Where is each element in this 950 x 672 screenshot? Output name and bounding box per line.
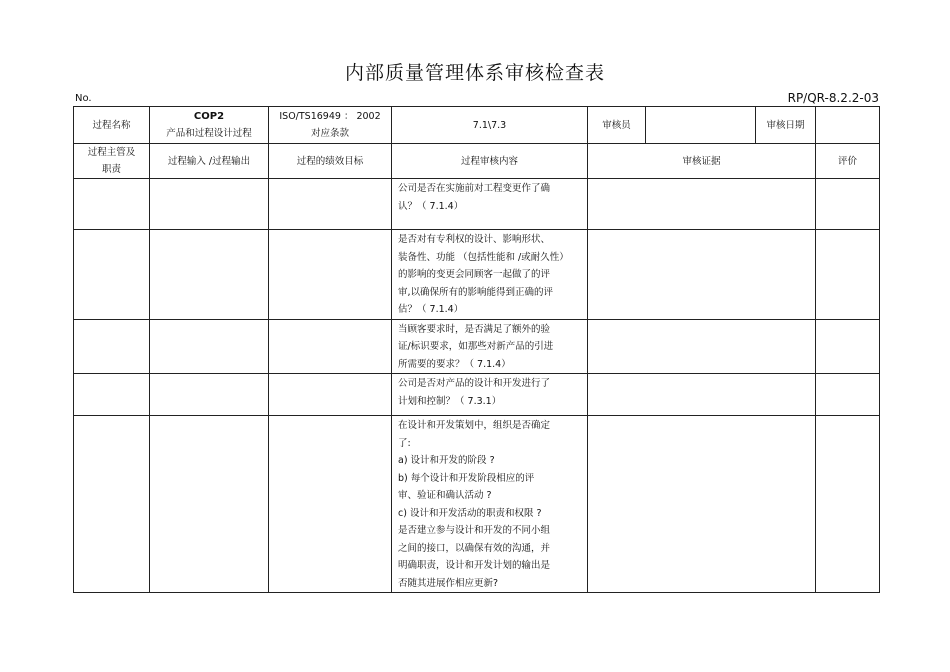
content-line: 审、验证和确认活动 ? <box>398 490 492 501</box>
rating-cell[interactable] <box>816 230 880 320</box>
content-line: 估？（ 7.1.4） <box>398 304 464 315</box>
evidence-cell[interactable] <box>588 179 816 230</box>
content-line: 公司是否对产品的设计和开发进行了 <box>398 378 551 389</box>
content-line: 审,以确保所有的影响能得到正确的评 <box>398 286 554 298</box>
document-number-label: No. <box>75 93 92 104</box>
content-line: 是否建立参与设计和开发的不同小组 <box>398 525 551 536</box>
content-line: 当顾客要求时，是否满足了额外的验 <box>398 323 551 335</box>
process-name: 产品和过程设计过程 <box>166 128 252 139</box>
owner-cell[interactable] <box>74 179 150 230</box>
table-row <box>74 319 880 374</box>
header-evidence: 审核证据 <box>588 144 816 179</box>
content-cell <box>392 179 588 230</box>
content-line: 证/标识要求，如那些对新产品的引进 <box>398 341 554 352</box>
content-line: 公司是否在实施前对工程变更作了确 <box>398 183 551 194</box>
io-cell[interactable] <box>150 416 269 593</box>
content-line: 明确职责，设计和开发计划的输出是 <box>398 560 551 571</box>
evidence-cell[interactable] <box>588 416 816 593</box>
auditor-field[interactable] <box>646 107 756 144</box>
content-line: c) 设计和开发活动的职责和权限 ? <box>398 507 542 519</box>
clause-label: 对应条款 <box>310 128 349 139</box>
owner-cell[interactable] <box>74 319 150 374</box>
rating-cell[interactable] <box>816 319 880 374</box>
content-line: 之间的接口，以确保有效的沟通，并 <box>398 542 551 554</box>
goal-cell[interactable] <box>269 179 392 230</box>
goal-cell[interactable] <box>269 416 392 593</box>
goal-cell[interactable] <box>269 230 392 320</box>
io-cell[interactable] <box>150 230 269 320</box>
owner-cell[interactable] <box>74 230 150 320</box>
goal-cell[interactable] <box>269 319 392 374</box>
audit-date-label: 审核日期 <box>756 107 816 144</box>
content-line: 计划和控制？（ 7.3.1） <box>398 395 502 407</box>
content-line: 装备性、功能 （包括性能和 /或耐久性） <box>398 251 569 263</box>
header-goal: 过程的绩效目标 <box>269 144 392 179</box>
header-io: 过程输入 /过程输出 <box>150 144 269 179</box>
content-line: 是否对有专利权的设计、影响形状、 <box>398 234 551 245</box>
header-row <box>74 144 880 179</box>
header-owner: 过程主管及 职责 <box>74 144 150 179</box>
process-name-cell <box>150 107 269 144</box>
clause-value: 7.1\7.3 <box>392 107 588 144</box>
standard-cell <box>269 107 392 144</box>
header-rating: 评价 <box>816 144 880 179</box>
owner-cell[interactable] <box>74 374 150 416</box>
evidence-cell[interactable] <box>588 374 816 416</box>
process-code: COP2 <box>193 111 225 122</box>
content-cell <box>392 374 588 416</box>
rating-cell[interactable] <box>816 374 880 416</box>
content-cell <box>392 319 588 374</box>
info-row <box>74 107 880 144</box>
table-row <box>74 374 880 416</box>
content-line: 了: <box>398 437 411 449</box>
standard-name: ISO/TS16949 ： 2002 <box>279 111 381 122</box>
process-name-label: 过程名称 <box>74 107 150 144</box>
content-line: 否随其进展作相应更新? <box>398 577 499 589</box>
table-row <box>74 179 880 230</box>
content-cell <box>392 230 588 320</box>
header-content: 过程审核内容 <box>392 144 588 179</box>
audit-date-field[interactable] <box>816 107 880 144</box>
io-cell[interactable] <box>150 374 269 416</box>
content-line: b) 每个设计和开发阶段相应的评 <box>398 472 535 484</box>
content-cell <box>392 416 588 593</box>
rating-cell[interactable] <box>816 179 880 230</box>
content-line: 认？（ 7.1.4） <box>398 200 464 212</box>
content-line: a) 设计和开发的阶段 ? <box>398 455 495 466</box>
content-line: 在设计和开发策划中，组织是否确定 <box>398 420 551 431</box>
content-line: 的影响的变更会同顾客一起做了的评 <box>398 269 551 280</box>
owner-cell[interactable] <box>74 416 150 593</box>
io-cell[interactable] <box>150 319 269 374</box>
evidence-cell[interactable] <box>588 230 816 320</box>
table-row <box>74 416 880 593</box>
audit-checklist-table <box>73 106 880 593</box>
io-cell[interactable] <box>150 179 269 230</box>
document-title: 内部质量管理体系审核检查表 <box>344 62 605 84</box>
content-line: 所需要的要求？（ 7.1.4） <box>398 358 511 370</box>
document-id: RP/QR-8.2.2-03 <box>787 91 879 105</box>
evidence-cell[interactable] <box>588 319 816 374</box>
table-row <box>74 230 880 320</box>
rating-cell[interactable] <box>816 416 880 593</box>
goal-cell[interactable] <box>269 374 392 416</box>
checklist-body <box>74 179 880 593</box>
auditor-label: 审核员 <box>588 107 646 144</box>
